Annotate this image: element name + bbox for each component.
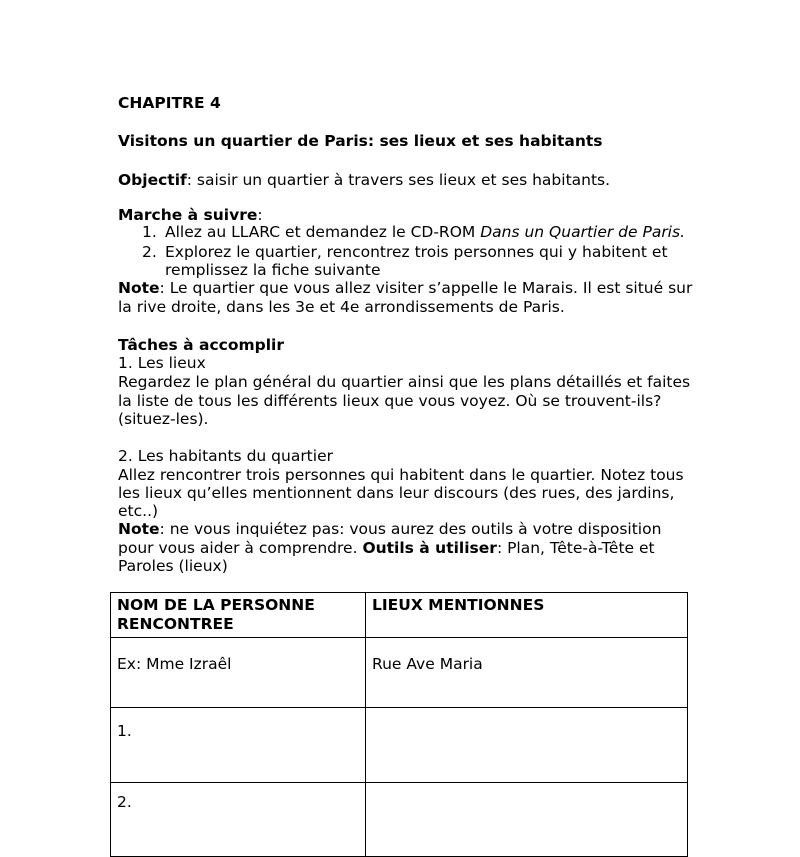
lieux-text-line: Regardez le plan général du quartier ainsi que les plans détaillés et faites	[118, 373, 691, 391]
table-row	[111, 638, 688, 708]
lieux-text-line: la liste de tous les différents lieux que vous voyez. Où se trouvent-ils?	[118, 392, 662, 410]
outils-text: : Plan, Tête-à-Tête et	[496, 539, 655, 557]
objectif-text: : saisir un quartier à travers ses lieux et ses habitants.	[186, 171, 611, 189]
chapter-heading: CHAPITRE 4	[118, 94, 221, 112]
table-cell: Ex: Mme Izraêl	[111, 638, 366, 708]
note-text-line: la rive droite, dans les 3e et 4e arrondissements de Paris.	[118, 298, 565, 316]
habitants-text-line: etc..)	[118, 502, 159, 520]
taches-heading: Tâches à accomplir	[118, 336, 285, 354]
step-2-line: Explorez le quartier, rencontrez trois personnes qui y habitent et	[165, 243, 668, 261]
note2-label: Note	[118, 520, 160, 538]
table-cell	[366, 783, 688, 857]
note2-line-3: Paroles (lieux)	[118, 557, 228, 575]
step-1-text-plain: Allez au LLARC et demandez le CD-ROM	[165, 223, 481, 241]
habitants-text-line: Allez rencontrer trois personnes qui habitent dans le quartier. Notez tous	[118, 466, 684, 484]
note-paragraph	[118, 278, 692, 298]
note-label: Note	[118, 279, 160, 297]
table-cell: 2.	[111, 783, 366, 857]
table-row	[111, 708, 688, 783]
objectif-paragraph	[118, 170, 610, 190]
step-number: 1.	[142, 223, 157, 241]
table-cell: Rue Ave Maria	[366, 638, 688, 708]
note2-text: : ne vous inquiétez pas: vous aurez des outils à votre disposition	[159, 520, 662, 538]
cdrom-title: Dans un Quartier de Paris.	[480, 223, 685, 241]
step-number: 2.	[142, 243, 157, 261]
fiche-table	[110, 592, 688, 857]
note2-line-2	[118, 538, 655, 558]
step-1-text	[165, 222, 685, 242]
header-cell-nom: NOM DE LA PERSONNE RENCONTREE	[111, 593, 366, 638]
table-row	[111, 783, 688, 857]
table-header-row	[111, 593, 688, 638]
table-cell: 1.	[111, 708, 366, 783]
header-cell-lieux: LIEUX MENTIONNES	[366, 593, 688, 638]
habitants-title: 2. Les habitants du quartier	[118, 447, 333, 465]
lieux-title: 1. Les lieux	[118, 354, 206, 372]
note-text-line: : Le quartier que vous allez visiter s’appelle le Marais. Il est situé sur	[159, 279, 693, 297]
marche-colon: :	[257, 206, 263, 224]
note2-text: pour vous aider à comprendre.	[118, 539, 363, 557]
step-2-line: remplissez la fiche suivante	[165, 261, 381, 279]
marche-label: Marche à suivre	[118, 206, 258, 224]
objectif-label: Objectif	[118, 171, 187, 189]
outils-label: Outils à utiliser	[362, 539, 497, 557]
note2-line-1	[118, 519, 661, 539]
page-title: Visitons un quartier de Paris: ses lieux et ses habitants	[118, 132, 603, 150]
habitants-text-line: les lieux qu’elles mentionnent dans leur discours (des rues, des jardins,	[118, 484, 675, 502]
table-cell	[366, 708, 688, 783]
lieux-text-line: (situez-les).	[118, 410, 209, 428]
